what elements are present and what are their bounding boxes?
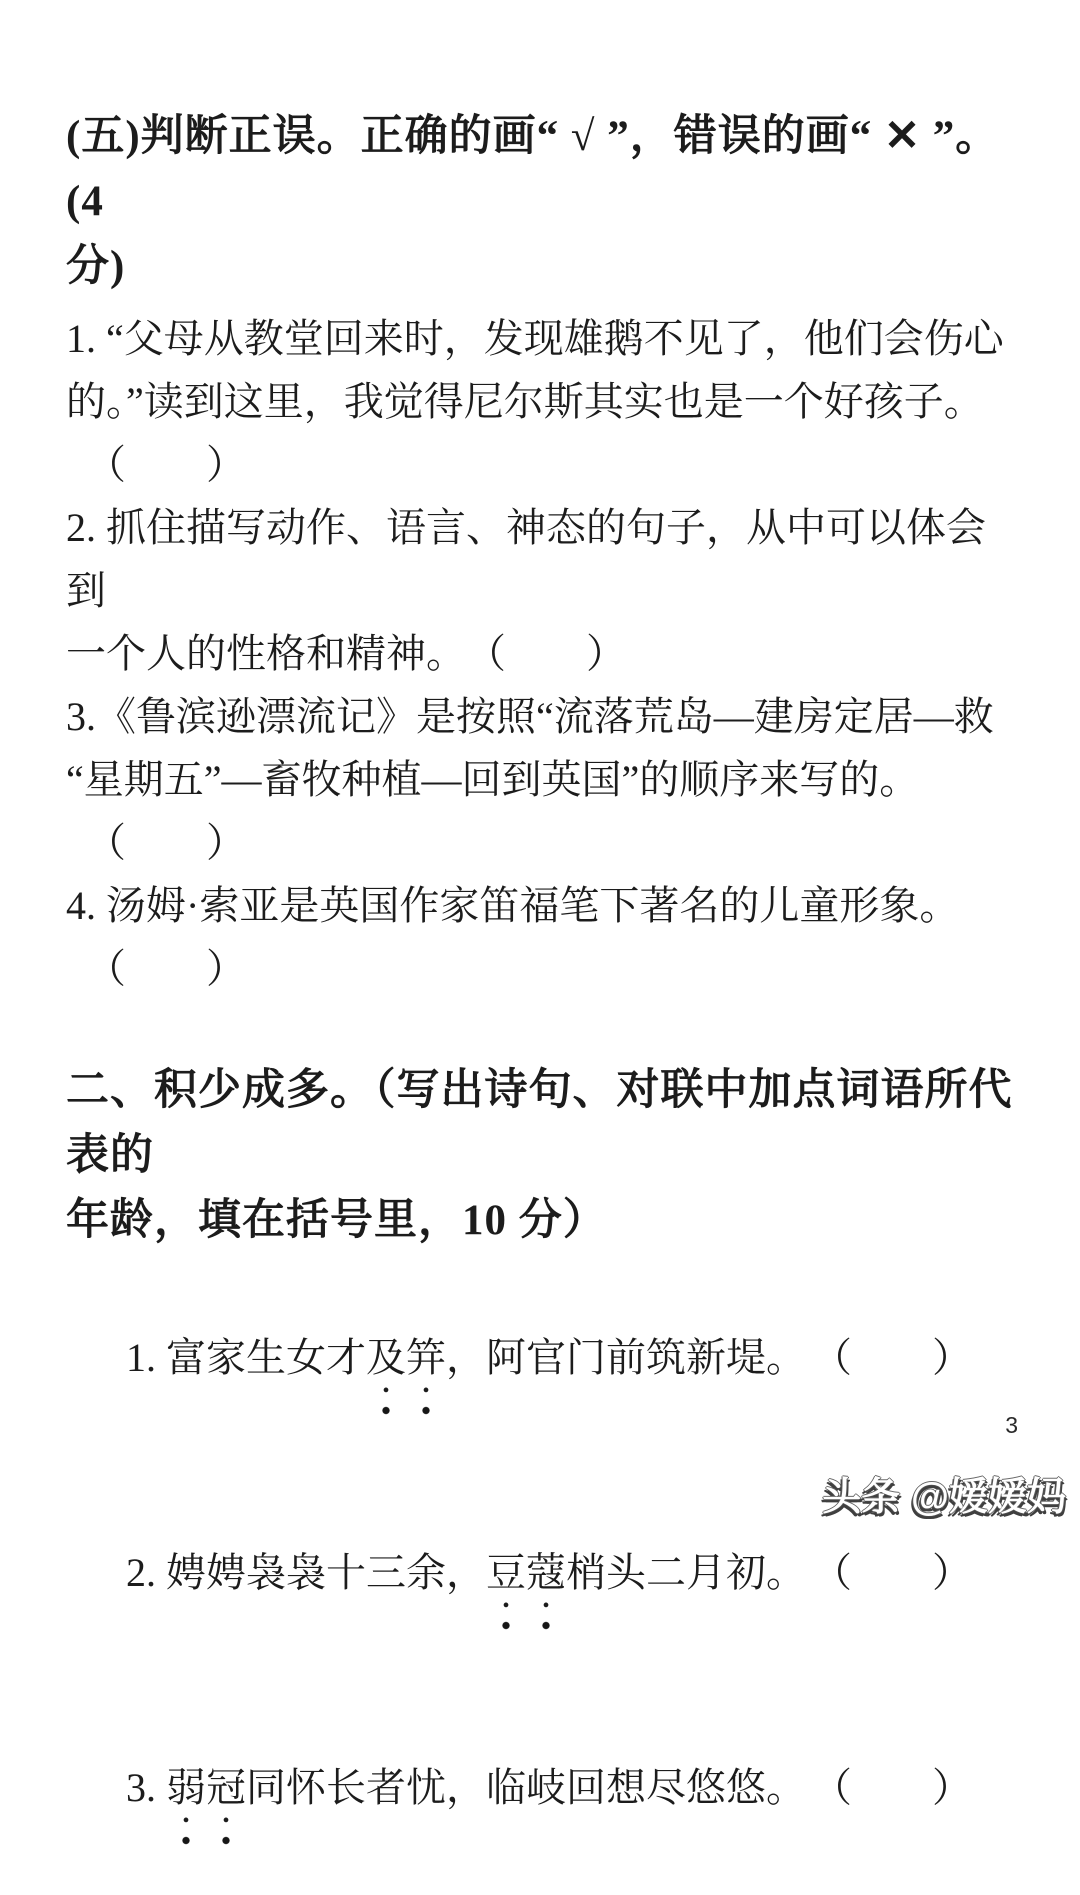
answer-bracket-line: （ ） (66, 820, 246, 865)
poem-text: 2. 娉娉袅袅十三余， (126, 1550, 486, 1595)
poem-text: 3. (126, 1765, 166, 1810)
true-false-item-1 (66, 307, 1024, 496)
item-text-line: 一个人的性格和精神。 （ ） (66, 631, 626, 676)
section-two-heading-line2: 年龄，填在括号里，10 分） (66, 1197, 607, 1244)
emphasized-word: 及笄 (366, 1326, 446, 1416)
answer-bracket: （ ） (832, 1765, 972, 1810)
item-text-line: “星期五”—畜牧种植—回到英国”的顺序来写的。 (66, 757, 920, 802)
poem-item-1 (66, 1263, 1024, 1465)
section-five-heading-line1: (五)判断正误。正确的画“ √ ”，错误的画“ ✕ ”。(4 (66, 113, 1000, 225)
page-number: 3 (1005, 1412, 1018, 1438)
poem-text: 梢头二月初。 (566, 1550, 806, 1595)
section-five-heading-line2: 分) (66, 243, 126, 290)
item-text-line: 的。”读到这里，我觉得尼尔斯其实也是一个好孩子。 (66, 379, 984, 424)
answer-bracket-line: （ ） (66, 946, 246, 991)
answer-bracket-line: （ ） (66, 442, 246, 487)
item-text-line: 3.《鲁滨逊漂流记》是按照“流落荒岛—建房定居—救 (66, 694, 994, 739)
true-false-item-3 (66, 685, 1024, 874)
emphasized-word: 豆蔻 (486, 1541, 566, 1631)
item-text-line: 4. 汤姆·索亚是英国作家笛福笔下著名的儿童形象。 (66, 883, 960, 928)
answer-bracket: （ ） (832, 1335, 972, 1380)
section-five-heading (66, 104, 1024, 299)
section-two-heading (66, 1058, 1024, 1253)
watermark-text: 头条 @嫒嫒妈 (822, 1476, 1066, 1519)
answer-bracket: （ ） (832, 1550, 972, 1595)
poem-text: 同怀长者忧，临岐回想尽悠悠。 (246, 1765, 806, 1810)
poem-text: 1. 富家生女才 (126, 1335, 366, 1380)
poem-item-3 (66, 1693, 1024, 1895)
item-text-line: 1. “父母从教堂回来时，发现雄鹅不见了，他们会伤心 (66, 316, 1004, 361)
true-false-item-4 (66, 874, 1024, 1000)
item-text-line: 2. 抓住描写动作、语言、神态的句子，从中可以体会到 (66, 505, 986, 613)
poem-text: ，阿官门前筑新堤。 (446, 1335, 806, 1380)
true-false-item-2 (66, 496, 1024, 685)
section-two-heading-line1: 二、积少成多。（写出诗句、对联中加点词语所代表的 (66, 1067, 1013, 1179)
emphasized-word: 弱冠 (166, 1756, 246, 1846)
